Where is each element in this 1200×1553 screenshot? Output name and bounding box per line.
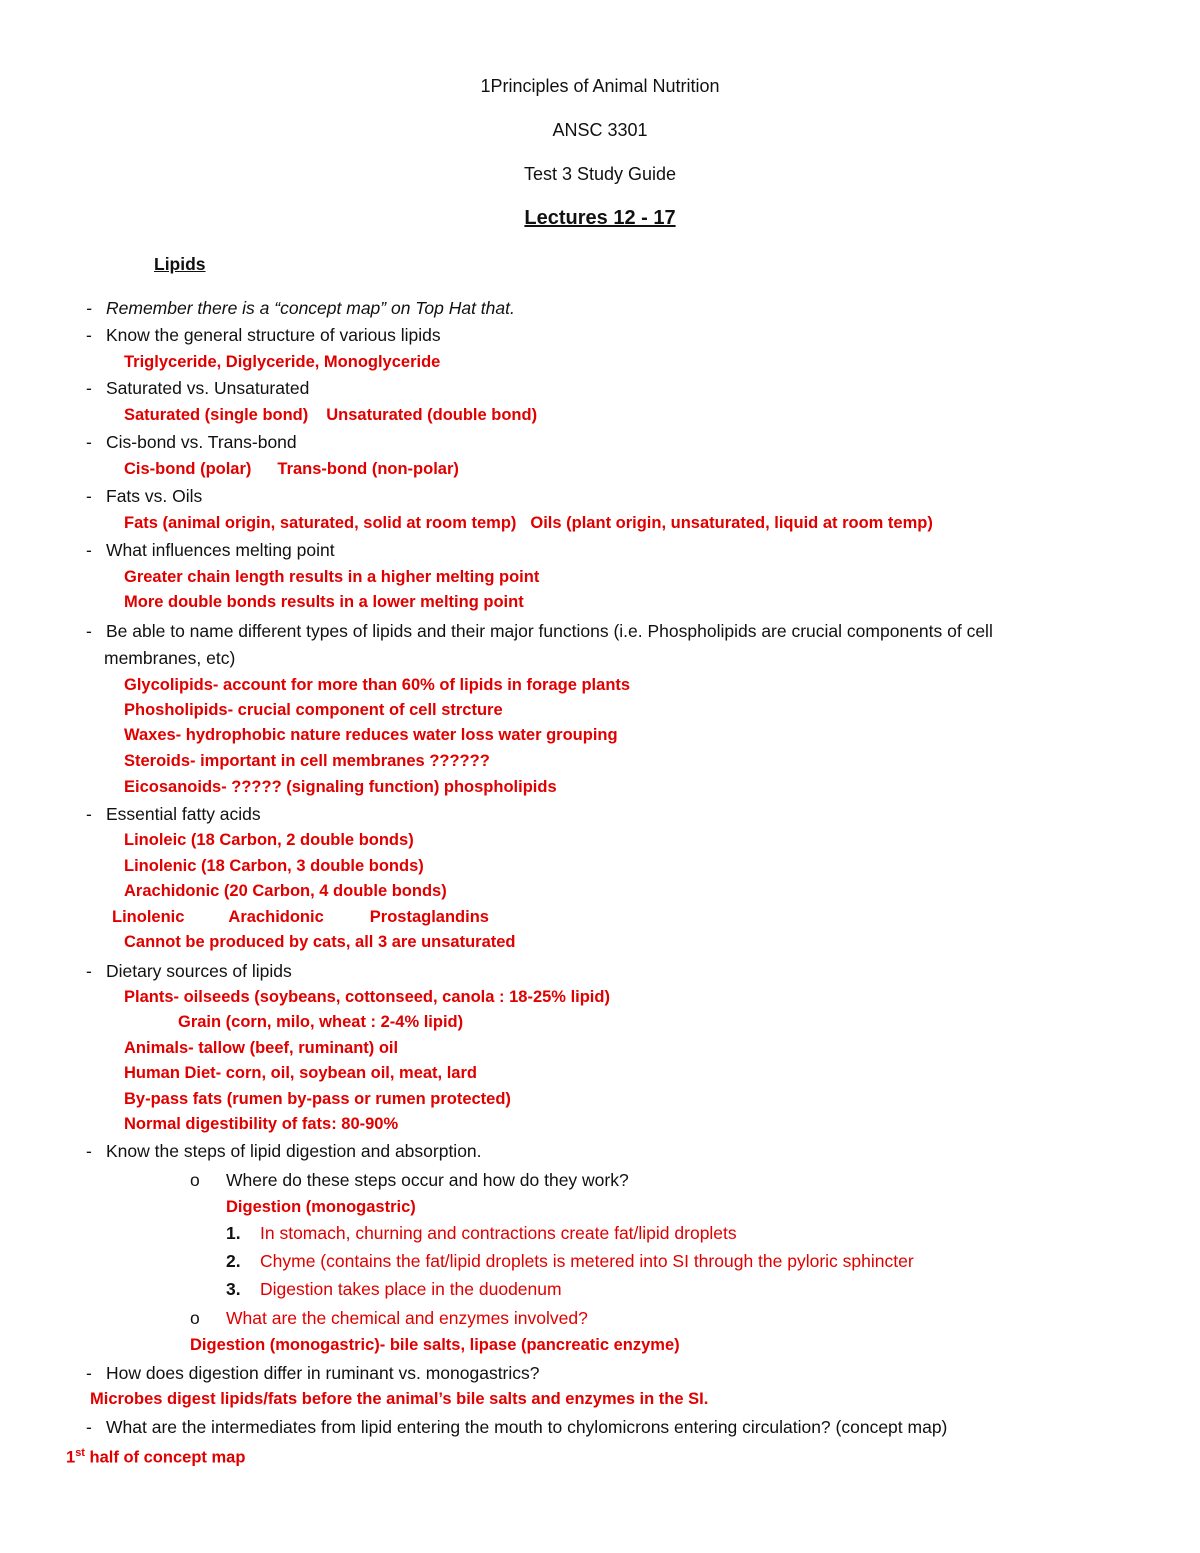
sub-bullet-marker: o [190,1170,200,1190]
sub-bullet-marker: o [190,1308,200,1328]
bullet-text: Essential fatty acids [106,804,261,824]
bullet-line [86,377,309,399]
bullet-dash: - [86,378,92,398]
answer-part: half of concept map [84,1448,246,1467]
answer-part: Arachidonic [228,908,324,926]
step-number: 2. [226,1251,241,1271]
step-text: Chyme (contains the fat/lipid droplets is metered into SI through the pyloric sphincter [260,1251,914,1271]
bullet-dash: - [86,1417,92,1437]
bullet-line [86,1362,540,1384]
answer-part: 1 [66,1448,76,1467]
bullet-dash: - [86,1363,92,1383]
answer-line: Linoleic (18 Carbon, 2 double bonds) [124,831,414,849]
answer-line [124,458,459,480]
bullet-text: Know the general structure of various lipids [106,325,441,345]
step-number: 3. [226,1279,241,1299]
bullet-text: Dietary sources of lipids [106,961,292,981]
lectures-heading: Lectures 12 - 17 [524,207,676,229]
sub-bullet-line [190,1307,588,1329]
numbered-step [226,1250,914,1272]
section-heading: Lipids [154,254,206,274]
answer-line: Linolenic (18 Carbon, 3 double bonds) [124,857,424,875]
bullet-dash: - [86,804,92,824]
answer-part: Linolenic [112,908,185,926]
bullet-line [86,960,292,982]
answer-part: Fats (animal origin, saturated, solid at room temp) [124,514,517,532]
bullet-line [86,431,297,453]
answer-line [112,906,489,928]
answer-line: Digestion (monogastric) [226,1198,416,1216]
bullet-line [86,620,993,642]
sub-bullet-text: What are the chemical and enzymes involved? [226,1308,588,1328]
answer-line: Eicosanoids- ????? (signaling function) phospholipids [124,778,557,796]
bullet-text: What influences melting point [106,540,335,560]
bullet-text: Know the steps of lipid digestion and absorption. [106,1141,482,1161]
bullet-text: Cis-bond vs. Trans-bond [106,432,297,452]
course-code: ANSC 3301 [552,120,648,140]
bullet-dash: - [86,961,92,981]
answer-line: By-pass fats (rumen by-pass or rumen protected) [124,1090,511,1108]
answer-part: Oils (plant origin, unsaturated, liquid at room temp) [530,514,933,532]
bullet-text-cont: membranes, etc) [104,648,236,668]
answer-line: Greater chain length results in a higher melting point [124,568,540,586]
bullet-dash: - [86,298,92,318]
bullet-dash: - [86,1141,92,1161]
bullet-text: Saturated vs. Unsaturated [106,378,310,398]
answer-part: Trans-bond (non-polar) [277,460,459,478]
guide-title: Test 3 Study Guide [523,164,677,184]
numbered-step [226,1222,737,1244]
bullet-line [86,1416,947,1438]
bullet-dash: - [86,486,92,506]
answer-line: Steroids- important in cell membranes ?????? [124,752,490,770]
answer-part: Unsaturated (double bond) [326,406,538,424]
numbered-step [226,1278,562,1300]
bullet-dash: - [86,432,92,452]
answer-line [66,1442,245,1469]
bullet-line [86,1140,482,1162]
answer-line: Normal digestibility of fats: 80-90% [124,1115,399,1133]
step-text: Digestion takes place in the duodenum [260,1279,562,1299]
bullet-line [86,297,515,319]
bullet-line [86,539,335,561]
ordinal-suffix: st [75,1447,85,1459]
answer-line: Waxes- hydrophobic nature reduces water loss water grouping [124,726,618,744]
answer-line: Arachidonic (20 Carbon, 4 double bonds) [124,882,447,900]
answer-line: Plants- oilseeds (soybeans, cottonseed, canola : 18-25% lipid) [124,988,610,1006]
sub-bullet-text: Where do these steps occur and how do they work? [226,1170,629,1190]
answer-line: Microbes digest lipids/fats before the animal’s bile salts and enzymes in the SI. [90,1390,709,1408]
bullet-text: Remember there is a “concept map” on Top Hat that. [106,298,515,318]
bullet-line [86,485,202,507]
step-number: 1. [226,1223,241,1243]
step-text: In stomach, churning and contractions create fat/lipid droplets [260,1223,737,1243]
doc-title: 1Principles of Animal Nutrition [480,76,720,96]
bullet-text: What are the intermediates from lipid entering the mouth to chylomicrons entering circulation? (concept map) [106,1417,948,1437]
answer-line [124,512,933,534]
answer-line: Human Diet- corn, oil, soybean oil, meat, lard [124,1064,477,1082]
bullet-text: Fats vs. Oils [106,486,203,506]
bullet-dash: - [86,621,92,641]
bullet-text: Be able to name different types of lipids and their major functions (i.e. Phospholipids are crucial components of cell [106,621,993,641]
answer-line: Glycolipids- account for more than 60% of lipids in forage plants [124,676,631,694]
answer-line: Triglyceride, Diglyceride, Monoglyceride [124,353,441,371]
sub-bullet-line [190,1169,629,1191]
answer-part: Cis-bond (polar) [124,460,252,478]
bullet-dash: - [86,325,92,345]
answer-line: Phosholipids- crucial component of cell strcture [124,701,503,719]
bullet-line [86,803,261,825]
bullet-text: How does digestion differ in ruminant vs. monogastrics? [106,1363,540,1383]
answer-line: Digestion (monogastric)- bile salts, lipase (pancreatic enzyme) [190,1336,680,1354]
bullet-dash: - [86,540,92,560]
answer-line: Cannot be produced by cats, all 3 are unsaturated [124,933,516,951]
answer-part: Saturated (single bond) [124,406,309,424]
answer-line: Animals- tallow (beef, ruminant) oil [124,1039,399,1057]
answer-line [124,404,537,426]
bullet-line [86,324,441,346]
answer-part: Prostaglandins [369,908,489,926]
answer-line: More double bonds results in a lower melting point [124,593,524,611]
answer-line: Grain (corn, milo, wheat : 2-4% lipid) [178,1013,464,1031]
